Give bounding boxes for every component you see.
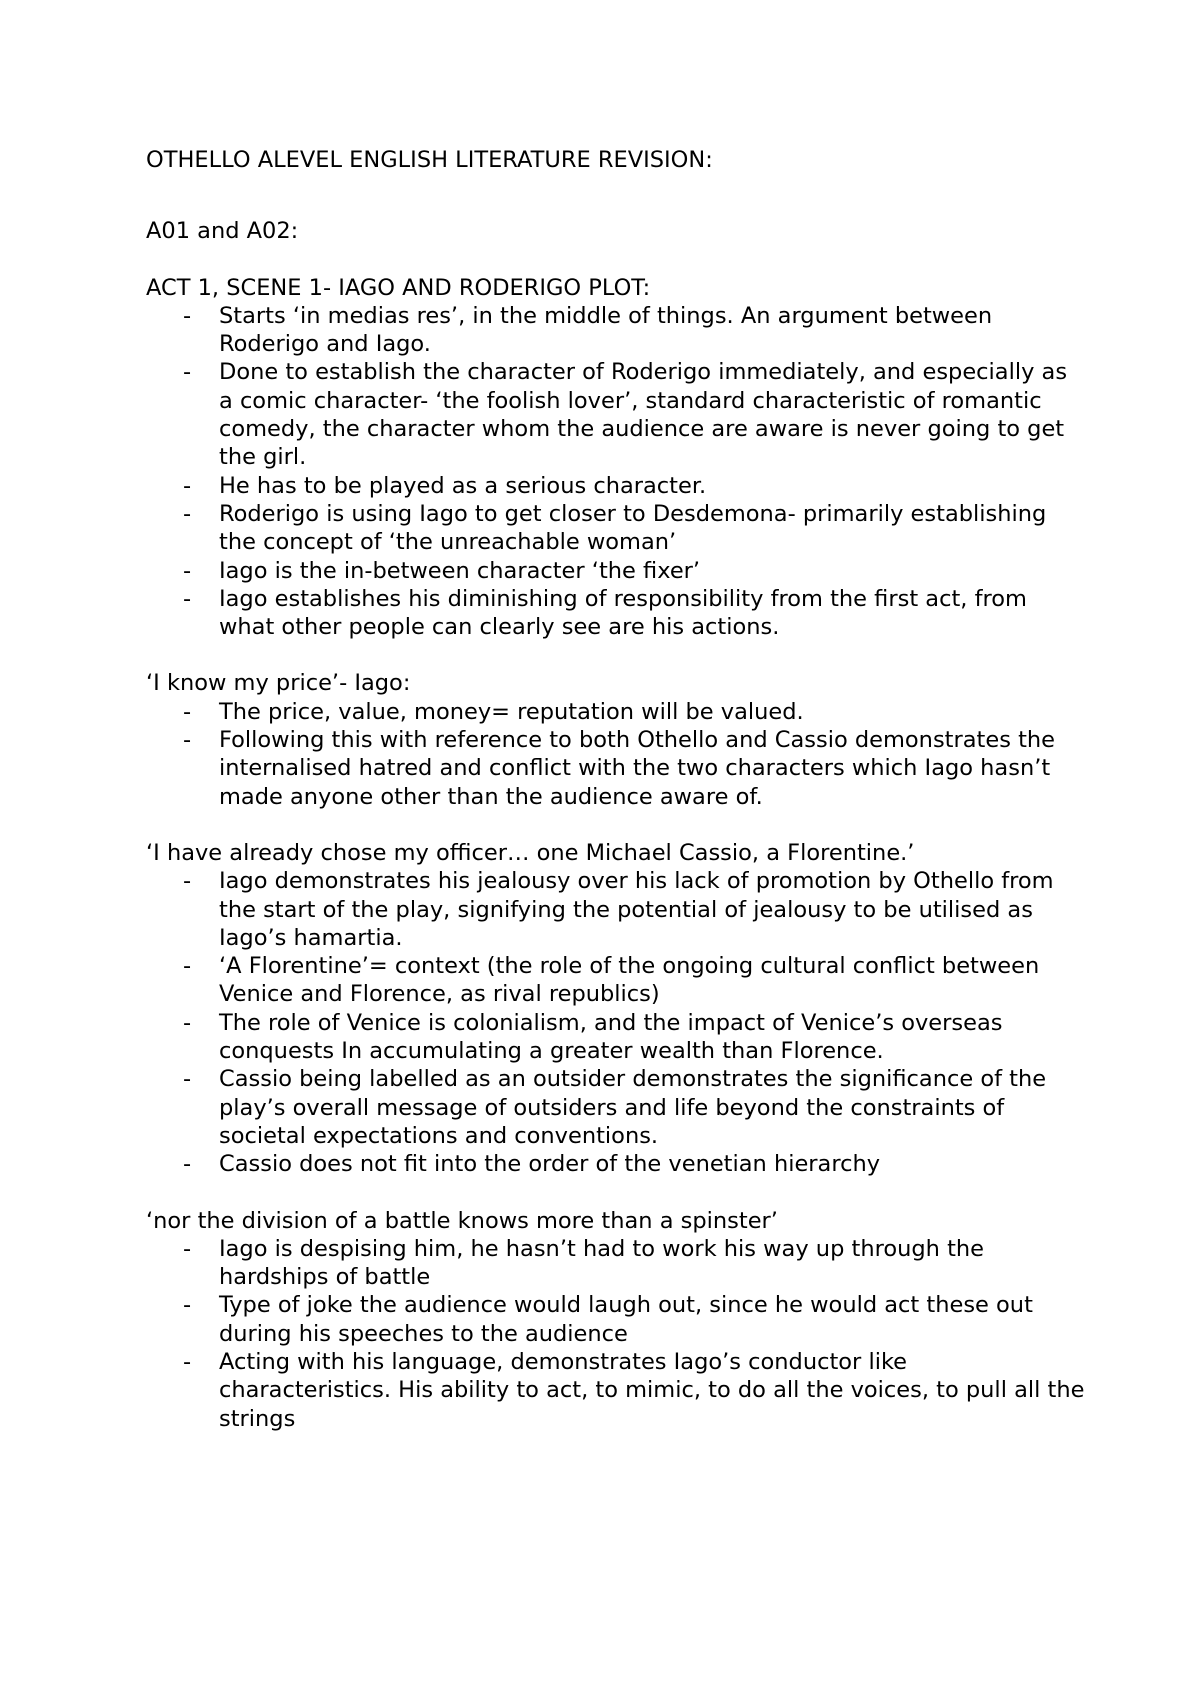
list-item [146, 867, 1086, 952]
list-item [146, 500, 1086, 557]
list-item-text: ‘A Florentine’= context (the role of the ongoing cultural conflict between Venice and Florence, as rival republics) [219, 953, 1040, 1008]
list-item-text: Iago demonstrates his jealousy over his lack of promotion by Othello from the start of the play, signifying the potential of jealousy to be utilised as Iago’s hamartia. [219, 868, 1054, 951]
quote-heading-division-of-battle: ‘nor the division of a battle knows more than a spinster’ [146, 1207, 778, 1234]
list-item-text: Starts ‘in medias res’, in the middle of things. An argument between Roderigo and Iago. [219, 302, 993, 358]
bullet-dash: - [183, 1348, 192, 1375]
list-item-text: Roderigo is using Iago to get closer to Desdemona- primarily establishing the concept of ‘the unreachable woman’ [219, 500, 1047, 556]
bullet-dash: - [183, 557, 192, 584]
quote-heading-know-my-price: ‘I know my price’- Iago: [146, 670, 411, 697]
bullet-dash: - [183, 1151, 192, 1178]
list-item-text: He has to be played as a serious character. [219, 472, 707, 499]
list-item-text: Iago establishes his diminishing of responsibility from the first act, from what other people can clearly see are his actions. [219, 585, 1027, 641]
list-item-text: The price, value, money= reputation will be valued. [219, 698, 804, 725]
list-item-text: Type of joke the audience would laugh out, since he would act these out during his speeches to the audience [219, 1292, 1033, 1347]
section-heading-act1-scene1: ACT 1, SCENE 1- IAGO AND RODERIGO PLOT: [146, 274, 651, 301]
bullet-dash: - [183, 500, 192, 527]
list-item [146, 358, 1086, 471]
list-item-text: Cassio being labelled as an outsider demonstrates the significance of the play’s overall message of outsiders and life beyond the constraints of societal expectations and conventions. [219, 1066, 1047, 1149]
list-item [146, 1009, 1086, 1066]
list-item [146, 557, 1086, 585]
list-item [146, 1235, 1086, 1292]
bullet-dash: - [183, 359, 192, 386]
list-item [146, 1150, 1086, 1178]
bullet-list-division-of-battle [146, 1235, 1086, 1433]
list-item-text: Acting with his language, demonstrates Iago’s conductor like characteristics. His ability to act, to mimic, to do all the voices, to pull all the strings [219, 1348, 1085, 1432]
bullet-dash: - [183, 302, 192, 329]
bullet-dash: - [183, 1235, 192, 1262]
document-body [146, 146, 1086, 1433]
list-item [146, 585, 1086, 642]
list-item-text: Iago is despising him, he hasn’t had to work his way up through the hardships of battle [219, 1235, 984, 1291]
bullet-list-act1-scene1 [146, 302, 1086, 642]
quote-heading-chose-my-officer: ‘I have already chose my officer… one Michael Cassio, a Florentine.’ [146, 839, 915, 866]
bullet-dash: - [183, 868, 192, 895]
list-item [146, 726, 1086, 811]
bullet-dash: - [183, 585, 192, 612]
bullet-dash: - [183, 1292, 192, 1319]
list-item-text: The role of Venice is colonialism, and the impact of Venice’s overseas conquests In accumulating a greater wealth than Florence. [219, 1009, 1003, 1065]
list-item-text: Done to establish the character of Roderigo immediately, and especially as a comic character- ‘the foolish lover’, standard characteristic of romantic comedy, the character whom the audience are aware is never going to get the girl. [219, 359, 1068, 471]
list-item [146, 1348, 1086, 1433]
list-item-text: Iago is the in-between character ‘the fixer’ [219, 557, 701, 584]
bullet-dash: - [183, 727, 192, 754]
bullet-list-know-my-price [146, 698, 1086, 811]
list-item-text: Following this with reference to both Othello and Cassio demonstrates the internalised hatred and conflict with the two characters which Iago hasn’t made anyone other than the audience aware of. [219, 727, 1055, 810]
document-subtitle: A01 and A02: [146, 218, 299, 245]
list-item [146, 1065, 1086, 1150]
bullet-list-chose-my-officer [146, 867, 1086, 1178]
document-title: OTHELLO ALEVEL ENGLISH LITERATURE REVISION: [146, 147, 713, 173]
list-item [146, 698, 1086, 726]
list-item [146, 302, 1086, 359]
list-item [146, 472, 1086, 500]
bullet-dash: - [183, 953, 192, 980]
list-item [146, 1291, 1086, 1348]
bullet-dash: - [183, 472, 192, 499]
list-item-text: Cassio does not fit into the order of the venetian hierarchy [219, 1151, 881, 1178]
bullet-dash: - [183, 1066, 192, 1093]
list-item [146, 952, 1086, 1009]
bullet-dash: - [183, 1009, 192, 1036]
bullet-dash: - [183, 698, 192, 725]
